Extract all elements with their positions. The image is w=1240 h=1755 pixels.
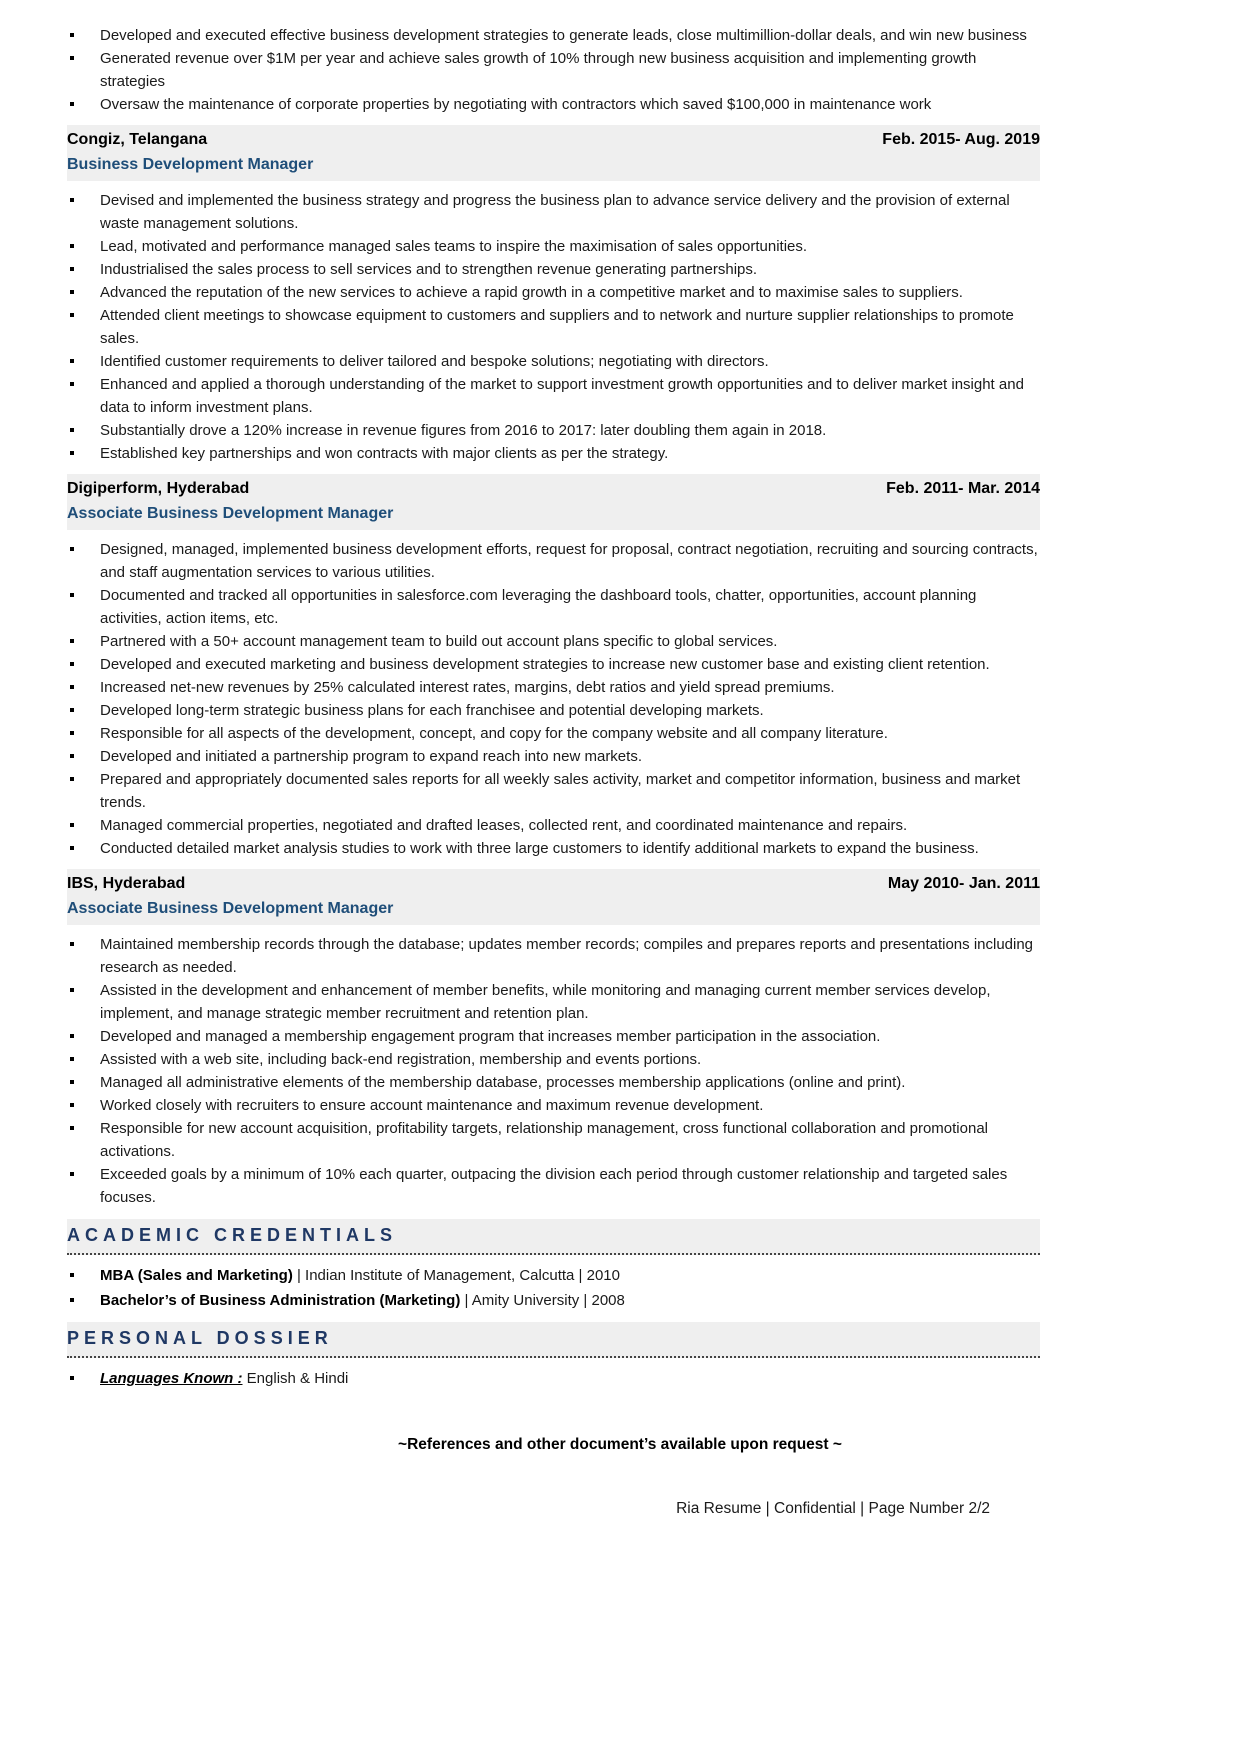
bullet-item: Enhanced and applied a thorough understanding of the market to support investment growth opportunities and to deliver market insight and data to inform investment plans. <box>67 373 1040 419</box>
job-section-ibs <box>67 869 1040 1209</box>
job-section-congiz <box>67 125 1040 465</box>
job-bullet-list <box>67 189 1040 465</box>
bullet-item: Identified customer requirements to deliver tailored and bespoke solutions; negotiating with directors. <box>67 350 1040 373</box>
job-header <box>67 125 1040 181</box>
job-bullet-list <box>67 933 1040 1209</box>
job-company: Congiz, Telangana <box>67 131 208 148</box>
degree-details: | Indian Institute of Management, Calcutta | 2010 <box>292 1267 620 1284</box>
bullet-item: Documented and tracked all opportunities in salesforce.com leveraging the dashboard tools, chatter, opportunities, account planning activities, action items, etc. <box>67 584 1040 630</box>
personal-list <box>67 1367 1040 1390</box>
personal-dossier-section <box>67 1322 1040 1390</box>
bullet-item: Designed, managed, implemented business development efforts, request for proposal, contract negotiation, recruiting and sourcing contracts, and staff augmentation services to various utilities. <box>67 538 1040 584</box>
job-dates: May 2010- Jan. 2011 <box>887 875 1040 892</box>
bullet-item: Maintained membership records through the database; updates member records; compiles and prepares reports and presentations including research as needed. <box>67 933 1040 979</box>
job-company-row <box>67 478 1040 500</box>
bullet-item: Established key partnerships and won contracts with major clients as per the strategy. <box>67 442 1040 465</box>
intro-bullet-list <box>67 24 1040 116</box>
bullet-item: Developed and managed a membership engagement program that increases member participation in the association. <box>67 1025 1040 1048</box>
bullet-item: Assisted with a web site, including back-end registration, membership and events portions. <box>67 1048 1040 1071</box>
bullet-item: Advanced the reputation of the new services to achieve a rapid growth in a competitive market and to maximise sales to suppliers. <box>67 281 1040 304</box>
bullet-item: Increased net-new revenues by 25% calculated interest rates, margins, debt ratios and yield spread premiums. <box>67 676 1040 699</box>
bullet-item: Exceeded goals by a minimum of 10% each quarter, outpacing the division each period through customer relationship and targeted sales focuses. <box>67 1163 1040 1209</box>
bullet-item: Assisted in the development and enhancement of member benefits, while monitoring and managing current member services develop, implement, and manage strategic member recruitment and retention plan. <box>67 979 1040 1025</box>
job-company-row <box>67 129 1040 151</box>
education-item <box>67 1264 1040 1287</box>
degree-details: | Amity University | 2008 <box>460 1292 625 1309</box>
bullet-item: Developed and initiated a partnership program to expand reach into new markets. <box>67 745 1040 768</box>
resume-content <box>67 0 1040 1390</box>
degree-name: MBA (Sales and Marketing) <box>100 1267 293 1284</box>
education-item <box>67 1289 1040 1312</box>
job-dates: Feb. 2011- Mar. 2014 <box>886 480 1040 497</box>
bullet-item: Prepared and appropriately documented sales reports for all weekly sales activity, market and competitor information, business and market trends. <box>67 768 1040 814</box>
bullet-item: Attended client meetings to showcase equipment to customers and suppliers and to network and nurture supplier relationships to promote sales. <box>67 304 1040 350</box>
job-header <box>67 474 1040 530</box>
bullet-item: Worked closely with recruiters to ensure account maintenance and maximum revenue development. <box>67 1094 1040 1117</box>
bullet-item: Oversaw the maintenance of corporate properties by negotiating with contractors which saved $100,000 in maintenance work <box>67 93 1040 116</box>
languages-value: English & Hindi <box>246 1370 349 1387</box>
bullet-item: Developed and executed effective business development strategies to generate leads, close multimillion-dollar deals, and win new business <box>67 24 1040 47</box>
bullet-item: Responsible for new account acquisition, profitability targets, relationship management, cross functional collaboration and promotional activations. <box>67 1117 1040 1163</box>
education-list <box>67 1264 1040 1312</box>
job-dates: Feb. 2015- Aug. 2019 <box>882 131 1040 148</box>
references-note: ~References and other document’s available upon request ~ <box>398 1436 842 1453</box>
bullet-item: Devised and implemented the business strategy and progress the business plan to advance service delivery and the provision of external waste management solutions. <box>67 189 1040 235</box>
bullet-item: Conducted detailed market analysis studies to work with three large customers to identify additional markets to expand the business. <box>67 837 1040 860</box>
job-section-digiperform <box>67 474 1040 860</box>
section-heading-personal: PERSONAL DOSSIER <box>67 1322 1040 1358</box>
bullet-item: Responsible for all aspects of the development, concept, and copy for the company website and all company literature. <box>67 722 1040 745</box>
job-title: Associate Business Development Manager <box>67 505 394 522</box>
bullet-item: Partnered with a 50+ account management team to build out account plans specific to global services. <box>67 630 1040 653</box>
languages-label: Languages Known : <box>100 1370 243 1387</box>
bullet-item: Managed commercial properties, negotiated and drafted leases, collected rent, and coordinated maintenance and repairs. <box>67 814 1040 837</box>
bullet-item: Lead, motivated and performance managed sales teams to inspire the maximisation of sales opportunities. <box>67 235 1040 258</box>
job-company: IBS, Hyderabad <box>67 875 186 892</box>
job-bullet-list <box>67 538 1040 860</box>
job-title: Business Development Manager <box>67 156 314 173</box>
job-header <box>67 869 1040 925</box>
job-company-row <box>67 873 1040 895</box>
bullet-item: Managed all administrative elements of the membership database, processes membership applications (online and print). <box>67 1071 1040 1094</box>
bullet-item: Industrialised the sales process to sell services and to strengthen revenue generating partnerships. <box>67 258 1040 281</box>
bullet-item: Generated revenue over $1M per year and achieve sales growth of 10% through new business acquisition and implementing growth strategies <box>67 47 1040 93</box>
section-heading-academic: ACADEMIC CREDENTIALS <box>67 1219 1040 1255</box>
degree-name: Bachelor’s of Business Administration (Marketing) <box>100 1292 461 1309</box>
academic-credentials-section <box>67 1219 1040 1312</box>
page-footer: Ria Resume | Confidential | Page Number 2/2 <box>676 1500 990 1517</box>
bullet-item: Substantially drove a 120% increase in revenue figures from 2016 to 2017: later doubling them again in 2018. <box>67 419 1040 442</box>
bullet-item: Developed and executed marketing and business development strategies to increase new customer base and existing client retention. <box>67 653 1040 676</box>
languages-item <box>67 1367 1040 1390</box>
job-title: Associate Business Development Manager <box>67 900 394 917</box>
job-company: Digiperform, Hyderabad <box>67 480 250 497</box>
bullet-item: Developed long-term strategic business plans for each franchisee and potential developing markets. <box>67 699 1040 722</box>
